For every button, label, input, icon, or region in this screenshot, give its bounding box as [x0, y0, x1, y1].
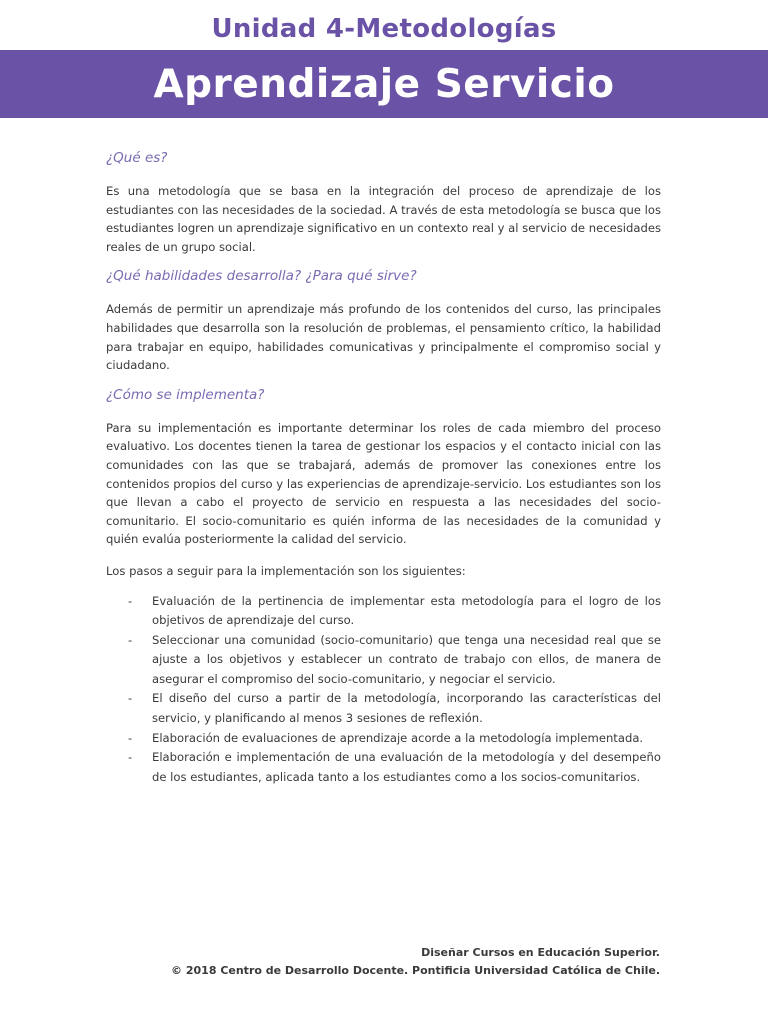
heading-implementation: ¿Cómo se implementa? — [106, 386, 265, 403]
list-bullet: - — [128, 750, 133, 765]
page-footer — [171, 944, 660, 980]
list-item — [106, 748, 661, 787]
title-banner — [0, 50, 768, 118]
list-item — [106, 592, 661, 631]
list-item — [106, 729, 661, 749]
list-item — [106, 689, 661, 728]
paragraph-implementation: Para su implementación es importante determinar los roles de cada miembro del proceso evaluativo. Los docentes tienen la tarea de gestionar los espacios y el contacto inicial con las comunidades con las que se trabajará, además de promover las conexiones entre los contenidos propios del curso y las experiencias de aprendizaje-servicio. Los estudiantes son los que llevan a cabo el proyecto de servicio en respuesta a las necesidades del socio-comunitario. El socio-comunitario es quién informa de las necesidades de la comunidad y quién evalúa posteriormente la calidad del servicio. — [106, 420, 662, 547]
list-bullet: - — [128, 593, 133, 608]
list-item-text: Evaluación de la pertinencia de implementar esta metodología para el logro de los objetivos de aprendizaje del curso. — [152, 593, 661, 628]
list-bullet: - — [128, 691, 133, 706]
footer-course-name: Diseñar Cursos en Educación Superior. — [421, 946, 660, 959]
heading-what-is: ¿Qué es? — [106, 150, 168, 166]
list-item-text: Seleccionar una comunidad (socio-comunitario) que tenga una necesidad real que se ajuste a los objetivos y establecer un contrato de trabajo con ellos, de manera de asegurar el compromiso del socio-comunitario, y negociar el servicio. — [152, 632, 661, 686]
paragraph-what-is: Es una metodología que se basa en la integración del proceso de aprendizaje de los estudiantes con las necesidades de la sociedad. A través de esta metodología se busca que los estudiantes logren un aprendizaje significativo en un contexto real y al servicio de necesidades reales de un grupo social. — [106, 184, 661, 254]
list-item-text: Elaboración de evaluaciones de aprendizaje acorde a la metodología implementada. — [152, 730, 644, 745]
paragraph-skills: Además de permitir un aprendizaje más profundo de los contenidos del curso, las principales habilidades que desarrolla son la resolución de problemas, el pensamiento crítico, la habilidad para trabajar en equipo, habilidades comunicativas y principalmente el compromiso social y ciudadano. — [106, 302, 661, 373]
main-content — [106, 146, 661, 787]
steps-intro: Los pasos a seguir para la implementación son los siguientes: — [106, 563, 466, 578]
steps-list — [106, 592, 661, 788]
heading-skills: ¿Qué habilidades desarrolla? ¿Para qué sirve? — [106, 268, 417, 285]
list-bullet: - — [128, 632, 133, 647]
list-item — [106, 631, 661, 690]
list-item-text: El diseño del curso a partir de la metodología, incorporando las características del servicio, y planificando al menos 3 sesiones de reflexión. — [152, 691, 661, 726]
list-item-text: Elaboración e implementación de una evaluación de la metodología y del desempeño de los estudiantes, aplicada tanto a los estudiantes como a los socios-comunitarios. — [152, 750, 661, 784]
page-title: Aprendizaje Servicio — [153, 61, 615, 107]
unit-title: Unidad 4-Metodologías — [211, 14, 557, 44]
footer-copyright: © 2018 Centro de Desarrollo Docente. Pontificia Universidad Católica de Chile. — [171, 964, 660, 977]
list-bullet: - — [128, 730, 133, 745]
